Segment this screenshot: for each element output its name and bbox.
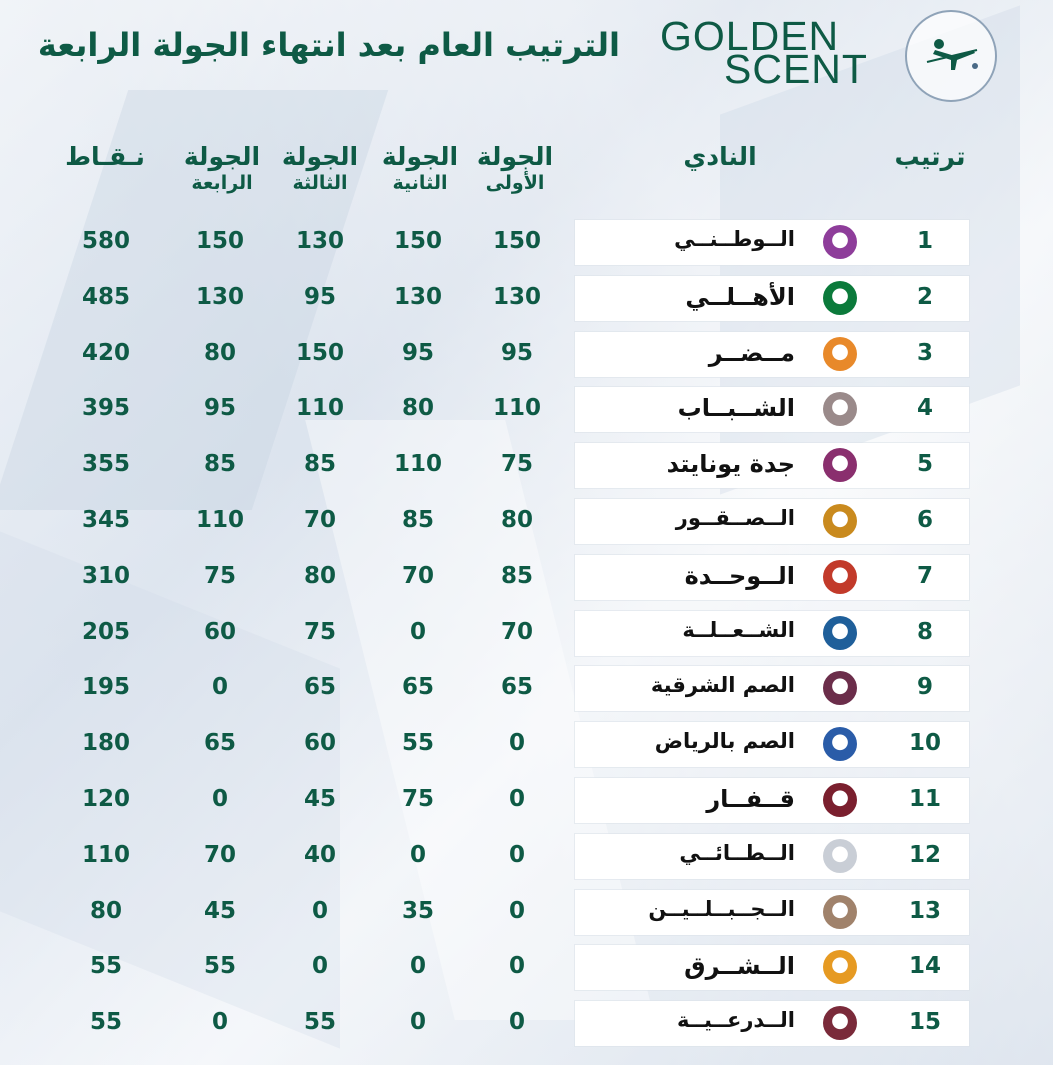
points-cell: 310	[81, 563, 130, 589]
club-name: الــصــقــور	[675, 506, 795, 530]
rank-cell: 6	[916, 507, 933, 533]
points-cell: 580	[81, 228, 130, 254]
points-cell: 345	[81, 507, 130, 533]
points-cell: 195	[81, 674, 130, 700]
club-logo-icon	[823, 727, 857, 761]
round-score-cell: 110	[393, 451, 442, 477]
club-name: الــشــرق	[684, 952, 795, 980]
round-score-cell: 95	[500, 340, 533, 366]
round-score-cell: 95	[401, 340, 434, 366]
round-score-cell: 0	[311, 953, 328, 979]
round-score-cell: 40	[303, 842, 336, 868]
round-score-cell: 0	[211, 1009, 228, 1035]
sponsor-logo	[660, 13, 895, 92]
club-logo-icon	[823, 839, 857, 873]
round-score-cell: 0	[409, 1009, 426, 1035]
club-name: الصم بالرياض	[654, 729, 795, 753]
points-cell: 55	[89, 1009, 122, 1035]
round-score-cell: 0	[409, 953, 426, 979]
round-score-cell: 0	[409, 619, 426, 645]
round-score-cell: 45	[203, 898, 236, 924]
header-rank: ترتيب	[894, 142, 966, 171]
header-round1: الجولة الأولى	[476, 142, 554, 194]
points-cell: 485	[81, 284, 130, 310]
round-score-cell: 60	[303, 730, 336, 756]
club-logo-icon	[823, 671, 857, 705]
club-name: الشــعــلــة	[682, 618, 795, 642]
round-score-cell: 95	[303, 284, 336, 310]
club-name: الــطــائــي	[679, 841, 795, 865]
club-logo-icon	[823, 950, 857, 984]
header-round4: الجولة الرابعة	[183, 142, 261, 194]
club-logo-icon	[823, 225, 857, 259]
points-cell: 180	[81, 730, 130, 756]
round-score-cell: 110	[295, 395, 344, 421]
round-score-cell: 45	[303, 786, 336, 812]
header-club: النادي	[683, 142, 757, 171]
round-score-cell: 55	[203, 953, 236, 979]
header-points: نـقـاط	[65, 142, 145, 171]
round-score-cell: 150	[195, 228, 244, 254]
round-score-cell: 130	[295, 228, 344, 254]
club-name: الــدرعــيــة	[676, 1008, 795, 1032]
round-score-cell: 55	[303, 1009, 336, 1035]
round-score-cell: 150	[393, 228, 442, 254]
round-score-cell: 65	[401, 674, 434, 700]
club-logo-icon	[823, 281, 857, 315]
round-score-cell: 0	[409, 842, 426, 868]
round-score-cell: 85	[401, 507, 434, 533]
round-score-cell: 80	[203, 340, 236, 366]
round-score-cell: 70	[303, 507, 336, 533]
round-score-cell: 75	[303, 619, 336, 645]
club-logo-icon	[823, 1006, 857, 1040]
round-score-cell: 130	[195, 284, 244, 310]
round-score-cell: 0	[508, 786, 525, 812]
points-cell: 110	[81, 842, 130, 868]
round-score-cell: 70	[401, 563, 434, 589]
club-name: الــوحــدة	[684, 562, 795, 590]
sponsor-logo-line2: SCENT	[724, 46, 868, 92]
rank-cell: 4	[916, 395, 933, 421]
rank-cell: 9	[916, 674, 933, 700]
club-name: جدة يونايتد	[666, 450, 795, 478]
club-logo-icon	[823, 448, 857, 482]
rank-cell: 5	[916, 451, 933, 477]
club-name: الــجــبــلــيــن	[648, 897, 795, 921]
round-score-cell: 65	[203, 730, 236, 756]
round-score-cell: 0	[211, 674, 228, 700]
rank-cell: 2	[916, 284, 933, 310]
round-score-cell: 0	[508, 953, 525, 979]
round-score-cell: 0	[508, 898, 525, 924]
header-round2: الجولة الثانية	[381, 142, 459, 194]
round-score-cell: 150	[492, 228, 541, 254]
header-round3: الجولة الثالثة	[281, 142, 359, 194]
points-cell: 120	[81, 786, 130, 812]
rank-cell: 14	[908, 953, 941, 979]
round-score-cell: 110	[195, 507, 244, 533]
points-cell: 205	[81, 619, 130, 645]
snooker-player-icon	[925, 36, 981, 76]
round-score-cell: 150	[295, 340, 344, 366]
rank-cell: 3	[916, 340, 933, 366]
round-score-cell: 110	[492, 395, 541, 421]
round-score-cell: 55	[401, 730, 434, 756]
points-cell: 355	[81, 451, 130, 477]
federation-logo	[905, 10, 997, 102]
round-score-cell: 60	[203, 619, 236, 645]
rank-cell: 11	[908, 786, 941, 812]
round-score-cell: 0	[508, 730, 525, 756]
club-logo-icon	[823, 616, 857, 650]
round-score-cell: 80	[500, 507, 533, 533]
round-score-cell: 35	[401, 898, 434, 924]
points-cell: 80	[89, 898, 122, 924]
round-score-cell: 70	[203, 842, 236, 868]
round-score-cell: 65	[500, 674, 533, 700]
round-score-cell: 75	[203, 563, 236, 589]
round-score-cell: 75	[401, 786, 434, 812]
round-score-cell: 0	[508, 842, 525, 868]
club-name: الــوطــنــي	[674, 227, 795, 251]
club-logo-icon	[823, 560, 857, 594]
club-logo-icon	[823, 504, 857, 538]
round-score-cell: 130	[492, 284, 541, 310]
club-name: الصم الشرقية	[650, 673, 795, 697]
page-title: الترتيب العام بعد انتهاء الجولة الرابعة	[37, 26, 620, 64]
rank-cell: 13	[908, 898, 941, 924]
club-name: الشــبــاب	[677, 394, 795, 422]
club-name: مــضــر	[708, 339, 795, 367]
club-name: قــفــار	[706, 785, 795, 813]
rank-cell: 15	[908, 1009, 941, 1035]
rank-cell: 7	[916, 563, 933, 589]
points-cell: 55	[89, 953, 122, 979]
round-score-cell: 0	[311, 898, 328, 924]
round-score-cell: 95	[203, 395, 236, 421]
round-score-cell: 75	[500, 451, 533, 477]
club-logo-icon	[823, 337, 857, 371]
points-cell: 420	[81, 340, 130, 366]
round-score-cell: 65	[303, 674, 336, 700]
rank-cell: 8	[916, 619, 933, 645]
round-score-cell: 80	[303, 563, 336, 589]
club-name: الأهــلــي	[685, 283, 795, 311]
round-score-cell: 130	[393, 284, 442, 310]
round-score-cell: 85	[203, 451, 236, 477]
round-score-cell: 0	[211, 786, 228, 812]
rank-cell: 12	[908, 842, 941, 868]
points-cell: 395	[81, 395, 130, 421]
club-logo-icon	[823, 783, 857, 817]
round-score-cell: 0	[508, 1009, 525, 1035]
round-score-cell: 80	[401, 395, 434, 421]
round-score-cell: 85	[500, 563, 533, 589]
rank-cell: 1	[916, 228, 933, 254]
club-logo-icon	[823, 895, 857, 929]
rank-cell: 10	[908, 730, 941, 756]
sponsor-logo-line1: GOLDEN	[660, 13, 840, 59]
round-score-cell: 70	[500, 619, 533, 645]
round-score-cell: 85	[303, 451, 336, 477]
club-logo-icon	[823, 392, 857, 426]
